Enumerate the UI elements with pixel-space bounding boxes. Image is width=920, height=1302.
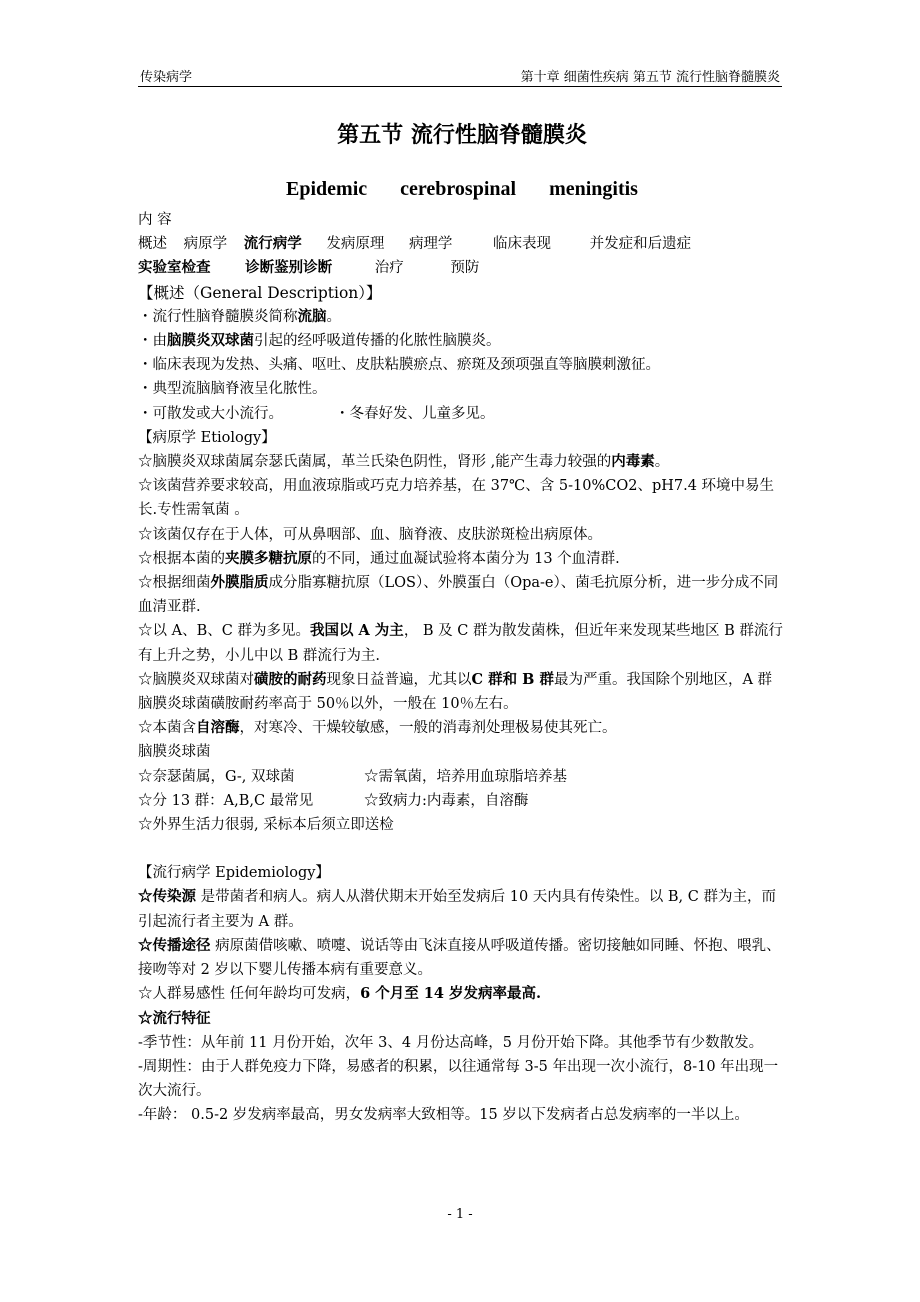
etiology-item: ☆以 A、B、C 群为多见。我国以 A 为主， B 及 C 群为散发菌株，但近年来发现某些地区 B 群流行有上升之势，小儿中以 B 群流行为主. — [138, 622, 783, 664]
etiology-summary-row: ☆外界生活力很弱, 采标本后须立即送检 — [138, 817, 394, 834]
toc-item: 治疗 — [374, 260, 404, 277]
etiology-item: ☆本菌含自溶酶，对寒冷、干燥较敏感，一般的消毒剂处理极易使其死亡。 — [138, 719, 617, 737]
section-heading-overview: 【概述（General Description）】 — [138, 283, 382, 302]
toc-item: 发病原理 — [326, 236, 385, 253]
etiology-item: ☆根据本菌的夹膜多糖抗原的不同，通过血凝试验将本菌分为 13 个血清群. — [138, 549, 620, 567]
page-title: 第五节 流行性脑脊髓膜炎 — [337, 122, 587, 148]
toc-row-1 — [138, 232, 786, 256]
toc-row-2 — [138, 256, 786, 280]
epidemiology-item: ☆传染源 是带菌者和病人。病人从潜伏期末开始至发病后 10 天内具有传染性。以 B, C 群为主，而引起流行者主要为 A 群。 — [138, 888, 776, 930]
section-heading-epidemiology: 【流行病学 Epidemiology】 — [138, 865, 330, 882]
toc-item: 实验室检查 — [138, 259, 211, 277]
section-heading-etiology: 【病原学 Etiology】 — [138, 429, 276, 446]
overview-bullet: ・临床表现为发热、头痛、呕吐、皮肤粘膜瘀点、瘀斑及颈项强直等脑膜刺激征。 — [138, 357, 660, 374]
etiology-item: ☆根据细菌外膜脂质成分脂寡糖抗原（LOS）、外膜蛋白（Opa-e）、菌毛抗原分析，进一步分成不同血清亚群. — [138, 574, 779, 616]
header-chapter-title: 第十章 细菌性疾病 第五节 流行性脑脊髓膜炎 — [520, 70, 780, 85]
page-title-english: Epidemic cerebrospinal meningitis — [286, 178, 638, 200]
epidemiology-item: -季节性：从年前 11 月份开始，次年 3、4 月份达高峰，5 月份开始下降。其他季节有少数散发。 — [138, 1034, 764, 1051]
toc-item: 并发症和后遗症 — [589, 236, 692, 253]
toc-item: 病理学 — [408, 236, 453, 253]
toc-item: 临床表现 — [493, 236, 552, 253]
etiology-item: ☆脑膜炎双球菌属奈瑟氏菌属，革兰氏染色阴性，肾形 ,能产生毒力较强的内毒素。 — [138, 453, 670, 471]
toc-label: 内 容 — [138, 212, 172, 228]
etiology-summary-row: ☆分 13 群：A,B,C 最常见 ☆致病力:内毒素，自溶酶 — [138, 792, 529, 809]
epidemiology-subheading: ☆流行特征 — [138, 1009, 211, 1027]
page-content — [138, 118, 786, 1128]
epidemiology-item: -周期性：由于人群免疫力下降，易感者的积累，以往通常每 3-5 年出现一次小流行，8-10 年出现一次大流行。 — [138, 1058, 779, 1100]
page-header — [138, 64, 782, 87]
header-book-title: 传染病学 — [140, 70, 193, 85]
overview-bullet: ・流行性脑脊髓膜炎简称流脑。 — [138, 307, 341, 325]
etiology-subheading: 脑膜炎球菌 — [138, 744, 211, 761]
toc-item: 概述 — [138, 236, 167, 253]
etiology-item: ☆该菌营养要求较高，用血液琼脂或巧克力培养基，在 37℃、含 5-10%CO2、pH7.4 环境中易生长.专性需氧菌 。 — [138, 478, 775, 519]
etiology-item: ☆脑膜炎双球菌对磺胺的耐药现象日益普遍，尤其以C 群和 B 群最为严重。我国除个别地区，A 群脑膜炎球菌磺胺耐药率高于 50％以外，一般在 10％左右。 — [138, 670, 773, 713]
etiology-item: ☆该菌仅存在于人体，可从鼻咽部、血、脑脊液、皮肤淤斑检出病原体。 — [138, 526, 602, 543]
epidemiology-item: ☆人群易感性 任何年龄均可发病，6 个月至 14 岁发病率最高. — [138, 985, 542, 1003]
toc-item: 流行病学 — [243, 235, 302, 253]
etiology-summary-row: ☆奈瑟菌属，G-, 双球菌 ☆需氧菌，培养用血琼脂培养基 — [138, 768, 567, 785]
toc-item: 预防 — [450, 260, 480, 277]
page-number: - 1 - — [447, 1207, 473, 1222]
overview-bullet: ・由脑膜炎双球菌引起的经呼吸道传播的化脓性脑膜炎。 — [138, 332, 501, 350]
toc-item: 诊断鉴别诊断 — [245, 259, 333, 277]
toc-item: 病原学 — [183, 236, 228, 253]
overview-bullet: ・可散发或大小流行。 ・冬春好发、儿童多见。 — [138, 405, 495, 422]
overview-bullet: ・典型流脑脑脊液呈化脓性。 — [138, 381, 327, 398]
epidemiology-item: ☆传播途径 病原菌借咳嗽、喷嚏、说话等由飞沫直接从呼吸道传播。密切接触如同睡、怀抱、喂乳、接吻等对 2 岁以下婴儿传播本病有重要意义。 — [138, 936, 781, 979]
epidemiology-item: -年龄： 0.5-2 岁发病率最高，男女发病率大致相等。15 岁以下发病者占总发病率的一半以上。 — [138, 1107, 749, 1124]
